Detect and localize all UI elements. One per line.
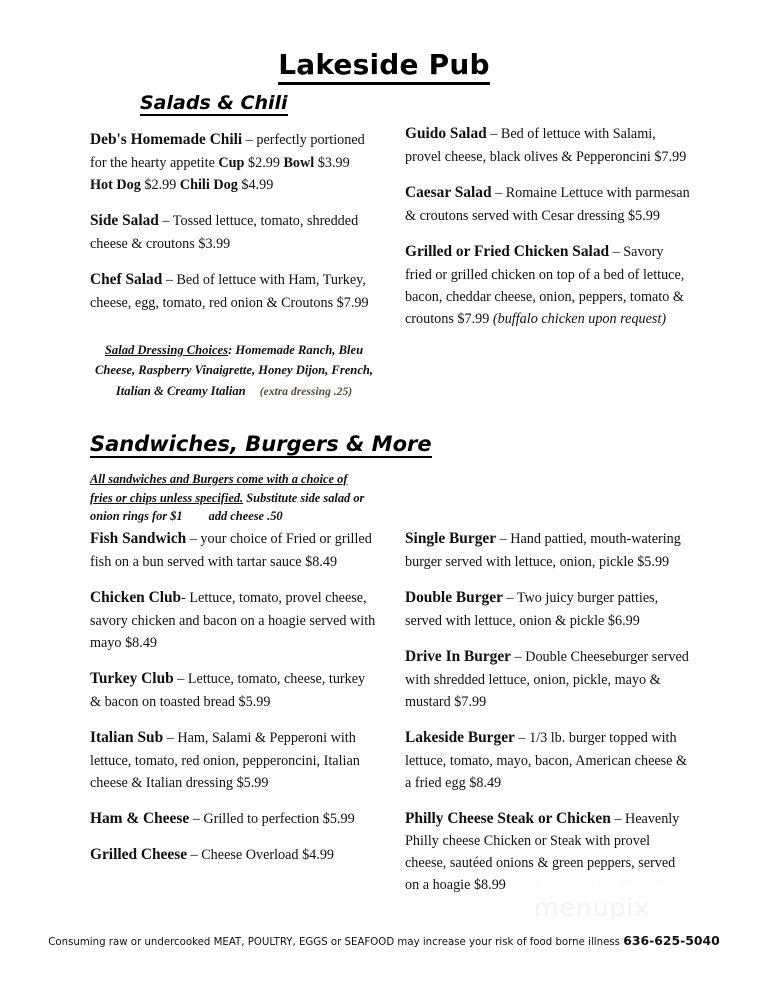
menu-item-price: $4.99 xyxy=(298,847,334,864)
menu-item-description: Ham, Salami & Pepperoni with lettuce, tomato, red onion, pepperoncini, Italian cheese & Italian dressing xyxy=(90,729,360,791)
menu-item-option-price: $3.99 xyxy=(314,154,350,171)
phone-number: 636-625-5040 xyxy=(623,933,720,948)
menu-item xyxy=(405,240,691,330)
menu-item xyxy=(90,843,376,867)
sandwiches-left-column xyxy=(90,527,376,867)
menu-item-dash: – xyxy=(502,589,514,606)
menu-item-price: $8.49 xyxy=(465,774,502,791)
menu-item-price: $5.99 xyxy=(633,553,670,570)
disclaimer-extra: add cheese .50 xyxy=(208,509,283,524)
watermark-subtext: find a restaurant near you xyxy=(530,875,701,888)
sandwich-disclaimer xyxy=(90,470,370,526)
menu-item-dash: – xyxy=(242,132,253,148)
menu-item-price: $5.99 xyxy=(234,693,271,710)
menu-item xyxy=(405,726,691,794)
menu-item xyxy=(90,128,376,196)
menu-item-price: $6.99 xyxy=(604,612,640,629)
menu-item-dash: – xyxy=(173,670,185,687)
menu-item-price: $7.99 xyxy=(333,294,369,311)
menu-item-name: Deb's Homemade Chili xyxy=(90,131,243,148)
menu-item-dash: – xyxy=(486,126,498,142)
menu-item-description: perfectly portioned for the hearty appetite xyxy=(90,132,365,171)
dressing-choices: : Homemade Ranch, Bleu Cheese, Raspberry Vinaigrette, Honey Dijon, French, Italian & Creamy Italian xyxy=(94,343,374,398)
menu-item xyxy=(405,586,691,632)
menu-item-name: Guido Salad xyxy=(405,125,487,142)
menu-item-name: Caesar Salad xyxy=(405,183,492,201)
menu-item-dash: – xyxy=(610,810,622,827)
menu-item-name: Philly Cheese Steak or Chicken xyxy=(405,809,611,827)
menu-item-description: Grilled to perfection xyxy=(199,810,320,827)
menu-item-description: 1/3 lb. burger topped with lettuce, tomato, mayo, bacon, American cheese & a fried egg xyxy=(405,729,688,791)
menu-item-name: Italian Sub xyxy=(90,728,164,746)
menu-item xyxy=(90,667,376,713)
section-heading-sandwiches: Sandwiches, Burgers & More xyxy=(90,432,432,456)
section-heading-salads: Salads & Chili xyxy=(140,92,288,114)
menu-item-price: $7.99 xyxy=(450,693,487,710)
menu-item-name: Chef Salad xyxy=(90,270,163,288)
menu-item-price: $5.99 xyxy=(319,810,355,827)
restaurant-name: Lakeside Pub xyxy=(278,48,490,85)
menu-item-option-label: Chili Dog xyxy=(176,176,238,193)
menu-item-option-price: $2.99 xyxy=(244,154,280,171)
menu-item-name: Side Salad xyxy=(90,211,159,229)
page-title xyxy=(0,48,768,81)
menu-item-name: Grilled or Fried Chicken Salad xyxy=(405,242,610,260)
sandwiches-right-column xyxy=(405,527,691,896)
menu-item-description: Bed of lettuce with Salami, provel cheese, black olives & Pepperoncini xyxy=(405,126,656,165)
menu-item-description: Bed of lettuce with Ham, Turkey, cheese, egg, tomato, red onion & Croutons xyxy=(90,271,366,311)
dressing-label: Salad Dressing Choices xyxy=(104,343,229,357)
menu-item-dash: – xyxy=(491,184,503,201)
menu-item-name: Turkey Club xyxy=(90,669,174,687)
menu-item-dash: – xyxy=(511,648,522,665)
menu-item-option-label: Hot Dog xyxy=(90,176,141,193)
menu-item-description: Heavenly Philly cheese Chicken or Steak with provel cheese, sautéed onions & green peppers, served on a hoagie xyxy=(405,810,680,894)
menu-item-price: $8.49 xyxy=(121,634,157,651)
menu-item-description: Two juicy burger patties, served with lettuce, onion & pickle xyxy=(405,589,659,629)
menu-item-description: Tossed lettuce, tomato, shredded cheese & croutons xyxy=(90,212,359,252)
menu-item-price: $7.99 xyxy=(453,310,490,327)
menu-item-description: Savory fried or grilled chicken on top of a bed of lettuce, bacon, cheddar cheese, onion, peppers, tomato & croutons xyxy=(405,243,685,327)
menu-item-option-label: Cup xyxy=(214,154,245,171)
menu-item-dash: – xyxy=(514,729,526,746)
menu-item-name: Chicken Club xyxy=(90,588,182,606)
menu-item xyxy=(405,122,691,168)
menu-item-name: Single Burger xyxy=(405,530,497,547)
menu-item xyxy=(90,586,376,654)
menu-item-dash: – xyxy=(162,271,173,288)
salad-dressing-choices xyxy=(88,340,380,402)
menu-item-dash: – xyxy=(189,810,200,827)
menu-item-price: $7.99 xyxy=(650,148,687,165)
menu-item-name: Double Burger xyxy=(405,588,503,606)
menu-item-name: Ham & Cheese xyxy=(90,809,190,827)
menu-item-description: Romaine Lettuce with parmesan & croutons served with Cesar dressing xyxy=(405,184,690,224)
menu-item-price: $5.99 xyxy=(624,207,660,224)
menupix-watermark: menupix xyxy=(534,893,651,922)
menu-item-option-label: Bowl xyxy=(279,154,315,171)
menu-item-dash: – xyxy=(158,212,170,229)
menu-item xyxy=(90,726,376,794)
disclaimer-underlined: All sandwiches and Burgers come with a choice of fries or chips unless specified. xyxy=(90,472,348,505)
menu-item-name: Fish Sandwich xyxy=(90,530,187,547)
menu-item-price: $3.99 xyxy=(194,235,231,252)
menu-item-dash: - xyxy=(181,589,186,606)
menu-item-description: your choice of Fried or grilled fish on a bun served with tartar sauce xyxy=(90,531,372,570)
menu-item xyxy=(90,209,376,255)
menu-item-name: Lakeside Burger xyxy=(405,728,515,746)
salads-left-column xyxy=(90,128,376,314)
menu-item xyxy=(405,527,691,573)
dressing-extra-charge: (extra dressing .25) xyxy=(259,384,353,398)
salads-right-column xyxy=(405,122,691,330)
menu-item-description: Lettuce, tomato, cheese, turkey & bacon on toasted bread xyxy=(90,670,366,710)
menu-item-name: Grilled Cheese xyxy=(90,846,188,864)
menu-item-price: $8.49 xyxy=(301,553,338,570)
menu-item-price: $5.99 xyxy=(233,774,269,791)
menu-item-dash: – xyxy=(163,729,174,746)
menu-item-description: Hand pattied, mouth-watering burger served with lettuce, onion, pickle xyxy=(405,531,681,570)
disclaimer-rest: Substitute side salad or onion rings for $1 xyxy=(90,490,365,524)
menu-item-description: Cheese Overload xyxy=(197,847,299,864)
footer-text: Consuming raw or undercooked MEAT, POULTRY, EGGS or SEAFOOD may increase your risk of food borne illness xyxy=(48,937,620,948)
menu-item-dash: – xyxy=(186,531,197,547)
menu-item-dash: – xyxy=(187,847,198,864)
menu-item xyxy=(90,807,376,831)
menu-item-description: Double Cheeseburger served with shredded lettuce, onion, pickle, mayo & mustard xyxy=(405,648,689,710)
menu-item xyxy=(405,181,691,227)
menu-item-option-price: $4.99 xyxy=(237,176,274,193)
menu-item xyxy=(90,527,376,573)
menu-item-note: (buffalo chicken upon request) xyxy=(489,310,667,327)
menu-item-description: Lettuce, tomato, provel cheese, savory chicken and bacon on a hoagie served with mayo xyxy=(90,589,376,651)
menu-item-dash: – xyxy=(609,243,620,260)
menu-item-option-price: $2.99 xyxy=(140,176,177,193)
menu-item-dash: – xyxy=(496,531,507,547)
footer-disclaimer xyxy=(0,933,768,948)
menu-item xyxy=(90,268,376,314)
menu-item-name: Drive In Burger xyxy=(405,647,512,665)
menu-item-price: $8.99 xyxy=(470,877,506,894)
menu-item xyxy=(405,645,691,713)
